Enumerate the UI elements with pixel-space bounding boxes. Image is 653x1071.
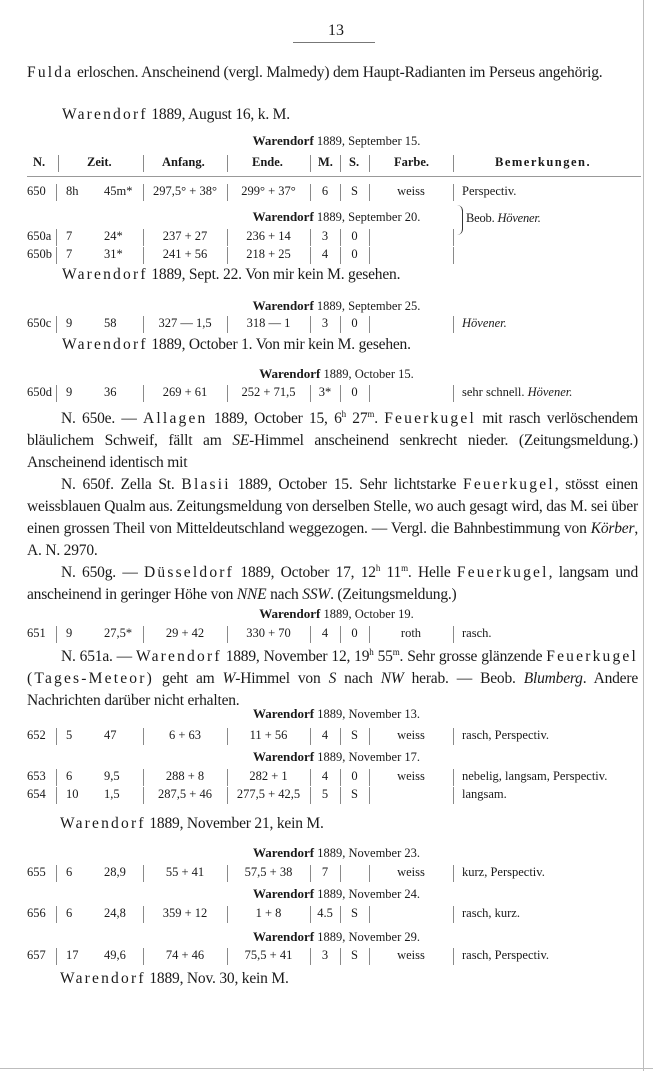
section-head-nov13	[0, 706, 653, 722]
cell-magnitude: 4.5	[317, 906, 333, 920]
remark-text: langsam.	[462, 787, 507, 801]
cell-bemerkungen	[462, 787, 642, 802]
text-fragment: Feuerkugel	[546, 648, 639, 665]
cell-farbe: weiss	[397, 948, 425, 962]
column-divider	[453, 728, 454, 745]
text-fragment: , A. N. 2970.	[27, 520, 638, 559]
text-fragment: h	[341, 409, 346, 419]
cell-schweif: S	[351, 948, 358, 962]
text-fragment: . Sehr grosse glänzende	[399, 648, 547, 665]
section-head-nov24	[0, 886, 653, 902]
text-fragment: Feuerkugel	[463, 476, 555, 493]
cell-schweif: S	[351, 728, 358, 742]
remark-text: rasch, kurz.	[462, 906, 520, 920]
cell-minute: 24,8	[104, 906, 126, 920]
note-text: 1889, August 16, k. M.	[147, 106, 290, 123]
cell-ende: 57,5 + 38	[244, 865, 293, 879]
text-fragment: mit rasch verlöschendem bläulichem Schweif, fällt am	[27, 410, 639, 449]
table-row	[0, 184, 653, 202]
column-divider	[369, 229, 370, 246]
cell-minute: 31*	[104, 247, 123, 261]
cell-hour: 6	[66, 865, 73, 879]
page-border-bottom	[0, 1068, 653, 1069]
column-divider	[453, 865, 454, 882]
note-text: 1889, Nov. 30, kein M.	[145, 970, 289, 987]
note-place: Warendorf	[60, 815, 146, 832]
group-note-observer: Hövener.	[497, 211, 541, 225]
text-fragment: Blumberg	[523, 670, 583, 687]
cell-magnitude: 4	[321, 728, 329, 742]
column-divider	[453, 906, 454, 923]
cell-minute: 58	[104, 316, 117, 330]
text-fragment: 1889, October 15, 6	[207, 410, 342, 427]
note-text: 1889, November 21, kein M.	[145, 815, 324, 832]
text-fragment: N. 650g. —	[61, 564, 144, 581]
text-fragment: 1889, November 12, 19	[221, 648, 370, 665]
cell-minute: 49,6	[104, 948, 126, 962]
col-header-farbe: Farbe.	[394, 155, 430, 169]
cell-anfang: 287,5 + 46	[158, 787, 212, 801]
table-row	[0, 385, 653, 403]
text-fragment: h	[369, 647, 374, 657]
remark-text: rasch.	[462, 626, 492, 640]
section-head-oct19	[0, 606, 653, 622]
section-place: Warendorf	[252, 845, 315, 860]
remark-text: kurz, Perspectiv.	[462, 865, 545, 879]
section-place: Warendorf	[252, 298, 314, 313]
text-fragment: . Andere Nachrichten darüber nicht erhalten.	[27, 670, 638, 709]
section-place: Warendorf	[259, 606, 321, 621]
group-brace	[457, 205, 463, 235]
cell-farbe: weiss	[397, 769, 425, 783]
section-place: Warendorf	[252, 209, 314, 224]
text-fragment: NNE	[236, 586, 267, 603]
section-date: 1889, November 24.	[317, 887, 421, 901]
remark-text: nebelig, langsam, Perspectiv.	[462, 769, 608, 783]
table-row	[0, 769, 653, 787]
cell-magnitude: 3*	[318, 385, 332, 399]
remark-observer: Hövener.	[527, 385, 573, 399]
text-fragment: Feuerkugel	[456, 564, 549, 581]
column-divider	[453, 316, 454, 333]
note-650e	[27, 408, 638, 474]
cell-anfang: 359 + 12	[162, 906, 208, 920]
group-note-text: Beob.	[466, 211, 498, 225]
cell-magnitude: 3	[321, 316, 329, 330]
cell-hour: 5	[66, 728, 73, 742]
cell-schweif: 0	[351, 229, 358, 243]
table-row	[0, 787, 653, 805]
text-fragment: SSW	[302, 586, 331, 603]
section-date: 1889, October 15.	[323, 367, 414, 381]
col-header-s: S.	[349, 155, 360, 169]
cell-ende: 252 + 71,5	[241, 385, 296, 399]
text-fragment: Blasii	[181, 476, 231, 493]
text-fragment: 27	[345, 410, 368, 427]
cell-hour: 9	[66, 316, 73, 330]
column-divider	[369, 247, 370, 264]
column-divider	[453, 626, 454, 643]
section-date: 1889, October 19.	[323, 607, 414, 621]
table-row	[0, 316, 653, 334]
cell-farbe: weiss	[397, 865, 425, 879]
cell-anfang: 55 + 41	[165, 865, 205, 879]
cell-bemerkungen	[462, 626, 642, 641]
cell-anfang: 327 — 1,5	[158, 316, 212, 330]
text-fragment: m	[401, 563, 408, 573]
cell-number: 655	[27, 865, 46, 879]
text-fragment: nach	[336, 670, 381, 687]
col-header-n: N.	[33, 155, 46, 169]
cell-number: 650c	[27, 316, 52, 330]
section-date: 1889, November 29.	[317, 930, 421, 944]
table-row	[0, 247, 653, 265]
text-fragment: . Helle	[407, 564, 457, 581]
text-fragment: . (Zeitungsmeldung.)	[330, 586, 457, 603]
group-note-hovener	[466, 211, 541, 226]
cell-magnitude: 3	[321, 948, 329, 962]
cell-bemerkungen	[462, 728, 642, 743]
cell-magnitude: 4	[321, 247, 329, 261]
table-header	[0, 155, 653, 175]
col-header-ende: Ende.	[252, 155, 283, 169]
page-number-rule	[293, 42, 375, 43]
cell-farbe: weiss	[397, 728, 425, 742]
remark-text: rasch, Perspectiv.	[462, 948, 550, 962]
note-nov30	[60, 970, 289, 988]
section-date: 1889, September 25.	[316, 299, 421, 313]
cell-minute: 1,5	[104, 787, 120, 801]
col-header-m: M.	[318, 155, 333, 169]
column-divider	[369, 385, 370, 402]
section-place: Warendorf	[252, 706, 315, 721]
section-head-sep20	[0, 209, 653, 225]
cell-hour: 17	[66, 948, 79, 962]
text-fragment: N. 651a. —	[61, 648, 136, 665]
cell-minute: 45m*	[104, 184, 133, 198]
cell-farbe: roth	[400, 626, 422, 640]
section-head-nov29	[0, 929, 653, 945]
text-fragment: herab. — Beob.	[403, 670, 524, 687]
note-oct1	[62, 336, 411, 354]
cell-ende: 282 + 1	[249, 769, 288, 783]
cell-anfang: 241 + 56	[162, 247, 208, 261]
col-header-anfang: Anfang.	[162, 155, 205, 169]
cell-magnitude: 3	[321, 229, 329, 243]
cell-number: 650a	[27, 229, 52, 243]
text-fragment: 11	[380, 564, 402, 581]
text-fragment: Warendorf	[136, 648, 222, 665]
table-row	[0, 906, 653, 924]
cell-minute: 47	[104, 728, 117, 742]
text-fragment: Düsseldorf	[144, 564, 235, 581]
cell-minute: 9,5	[104, 769, 120, 783]
col-header-bemerkungen: Bemerkungen.	[495, 155, 592, 169]
note-aug16	[62, 106, 290, 124]
cell-schweif: S	[351, 184, 358, 198]
cell-magnitude: 4	[321, 626, 329, 640]
intro-text: erloschen. Anscheinend (vergl. Malmedy) dem Haupt-Radianten im Perseus angehörig.	[73, 64, 603, 81]
text-fragment: m	[392, 647, 400, 657]
cell-schweif: 0	[351, 247, 358, 261]
cell-bemerkungen	[462, 865, 642, 880]
section-head-sep15	[0, 133, 653, 149]
intro-lead: Fulda	[27, 64, 74, 81]
note-place: Warendorf	[62, 266, 148, 283]
text-fragment: Feuerkugel	[384, 410, 476, 427]
section-date: 1889, November 23.	[317, 846, 421, 860]
section-head-nov23	[0, 845, 653, 861]
note-650g	[27, 562, 638, 606]
cell-schweif: 0	[351, 769, 358, 783]
section-place: Warendorf	[259, 366, 321, 381]
cell-number: 650	[27, 184, 46, 198]
note-sept22	[62, 266, 400, 284]
cell-anfang: 297,5° + 38°	[153, 184, 217, 198]
cell-hour: 7	[66, 229, 73, 243]
cell-ende: 75,5 + 41	[244, 948, 293, 962]
text-fragment: N. 650f. Zella St.	[61, 476, 182, 493]
note-text: 1889, October 1. Von mir kein M. gesehen.	[147, 336, 411, 353]
column-divider	[369, 906, 370, 923]
text-fragment: .	[374, 410, 385, 427]
cell-bemerkungen	[462, 316, 642, 331]
cell-ende: 318 — 1	[246, 316, 291, 330]
text-fragment: N. 650e. —	[61, 410, 144, 427]
note-651a	[27, 646, 638, 712]
table-row	[0, 865, 653, 883]
text-fragment: -Himmel von	[235, 670, 329, 687]
text-fragment: , langsam und anscheinend in geringer Höhe von	[27, 564, 638, 603]
text-fragment: 1889, October 15. Sehr lichtstarke	[230, 476, 464, 493]
column-divider	[453, 184, 454, 201]
cell-number: 652	[27, 728, 46, 742]
cell-hour: 10	[66, 787, 79, 801]
table-row	[0, 728, 653, 746]
column-divider	[453, 787, 454, 804]
cell-schweif: S	[351, 906, 358, 920]
cell-farbe: weiss	[397, 184, 425, 198]
cell-hour: 7	[66, 247, 73, 261]
section-place: Warendorf	[252, 929, 315, 944]
cell-number: 653	[27, 769, 46, 783]
section-place: Warendorf	[252, 749, 315, 764]
text-fragment: NW	[380, 670, 404, 687]
table-row	[0, 229, 653, 247]
column-divider	[453, 769, 454, 786]
section-place: Warendorf	[252, 133, 314, 148]
table-row	[0, 948, 653, 966]
cell-minute: 28,9	[104, 865, 126, 879]
table-row	[0, 626, 653, 644]
cell-minute: 27,5*	[104, 626, 133, 640]
cell-ende: 330 + 70	[246, 626, 291, 640]
text-fragment: Körber	[590, 520, 635, 537]
column-divider	[453, 385, 454, 402]
section-place: Warendorf	[252, 886, 315, 901]
note-650f	[27, 474, 638, 562]
cell-bemerkungen	[462, 948, 642, 963]
text-fragment: m	[367, 409, 375, 419]
column-divider	[340, 865, 341, 882]
cell-anfang: 237 + 27	[162, 229, 208, 243]
text-fragment: S	[328, 670, 337, 687]
cell-number: 654	[27, 787, 46, 801]
cell-anfang: 269 + 61	[162, 385, 208, 399]
column-divider	[453, 247, 454, 264]
cell-number: 650d	[27, 385, 52, 399]
cell-anfang: 6 + 63	[168, 728, 202, 742]
text-fragment: 55	[373, 648, 393, 665]
col-header-zeit: Zeit.	[87, 155, 112, 169]
cell-number: 656	[27, 906, 46, 920]
section-date: 1889, November 13.	[317, 707, 421, 721]
cell-magnitude: 6	[321, 184, 329, 198]
remark-text: Perspectiv.	[462, 184, 517, 198]
cell-ende: 299° + 37°	[241, 184, 296, 198]
cell-number: 650b	[27, 247, 52, 261]
column-divider	[369, 787, 370, 804]
text-fragment: -Himmel anscheinend senkrecht nieder. (Zeitungsmeldung.) Anscheinend identisch mit	[27, 432, 638, 471]
section-date: 1889, September 20.	[316, 210, 421, 224]
cell-ende: 236 + 14	[246, 229, 291, 243]
cell-schweif: 0	[351, 316, 358, 330]
cell-bemerkungen	[462, 184, 642, 199]
text-fragment: h	[375, 563, 381, 573]
cell-bemerkungen	[462, 906, 642, 921]
column-divider	[453, 229, 454, 246]
text-fragment: (Tages-Meteor)	[27, 670, 154, 687]
cell-hour: 9	[66, 385, 73, 399]
table-header-rule	[27, 176, 641, 177]
note-place: Warendorf	[62, 106, 148, 123]
note-text: 1889, Sept. 22. Von mir kein M. gesehen.	[147, 266, 401, 283]
cell-schweif: S	[351, 787, 358, 801]
cell-bemerkungen	[462, 769, 642, 784]
text-fragment: Allagen	[143, 410, 208, 427]
cell-ende: 1 + 8	[255, 906, 282, 920]
cell-hour: 8h	[66, 184, 79, 198]
column-divider	[369, 316, 370, 333]
text-fragment: SE	[232, 432, 250, 449]
cell-magnitude: 4	[321, 769, 329, 783]
remark-text: rasch, Perspectiv.	[462, 728, 550, 742]
cell-bemerkungen	[462, 385, 642, 400]
cell-schweif: 0	[351, 626, 358, 640]
cell-anfang: 74 + 46	[165, 948, 205, 962]
section-head-nov17	[0, 749, 653, 765]
note-nov21	[60, 815, 324, 833]
note-place: Warendorf	[60, 970, 146, 987]
remark-text: sehr schnell.	[462, 385, 528, 399]
section-head-oct15	[0, 366, 653, 382]
cell-magnitude: 7	[321, 865, 329, 879]
page-number: 13	[328, 22, 344, 39]
cell-hour: 9	[66, 626, 73, 640]
remark-observer: Hövener.	[462, 316, 507, 330]
cell-anfang: 29 + 42	[165, 626, 205, 640]
note-place: Warendorf	[62, 336, 148, 353]
cell-hour: 6	[66, 906, 73, 920]
text-fragment: W	[222, 670, 236, 687]
cell-hour: 6	[66, 769, 73, 783]
text-fragment: nach	[266, 586, 303, 603]
cell-ende: 277,5 + 42,5	[236, 787, 301, 801]
section-date: 1889, September 15.	[316, 134, 421, 148]
cell-ende: 11 + 56	[249, 728, 288, 742]
column-divider	[453, 948, 454, 965]
cell-number: 651	[27, 626, 46, 640]
cell-minute: 24*	[104, 229, 123, 243]
cell-anfang: 288 + 8	[165, 769, 205, 783]
intro-paragraph	[27, 62, 638, 84]
text-fragment: , stösst einen weissblauen Qualm aus. Zeitungsmeldung von derselben Stelle, wo auch gesagt wird, das M. sei über einen grossen Theil von Mitteldeutschland weggezogen. — Vergl. die Bahnbestimmung von	[27, 476, 638, 537]
cell-magnitude: 5	[321, 787, 329, 801]
cell-ende: 218 + 25	[246, 247, 291, 261]
text-fragment: 1889, October 17, 12	[234, 564, 376, 581]
cell-number: 657	[27, 948, 46, 962]
cell-minute: 36	[104, 385, 117, 399]
text-fragment: geht am	[153, 670, 223, 687]
cell-schweif: 0	[351, 385, 358, 399]
section-head-sep25	[0, 298, 653, 314]
section-date: 1889, November 17.	[317, 750, 421, 764]
